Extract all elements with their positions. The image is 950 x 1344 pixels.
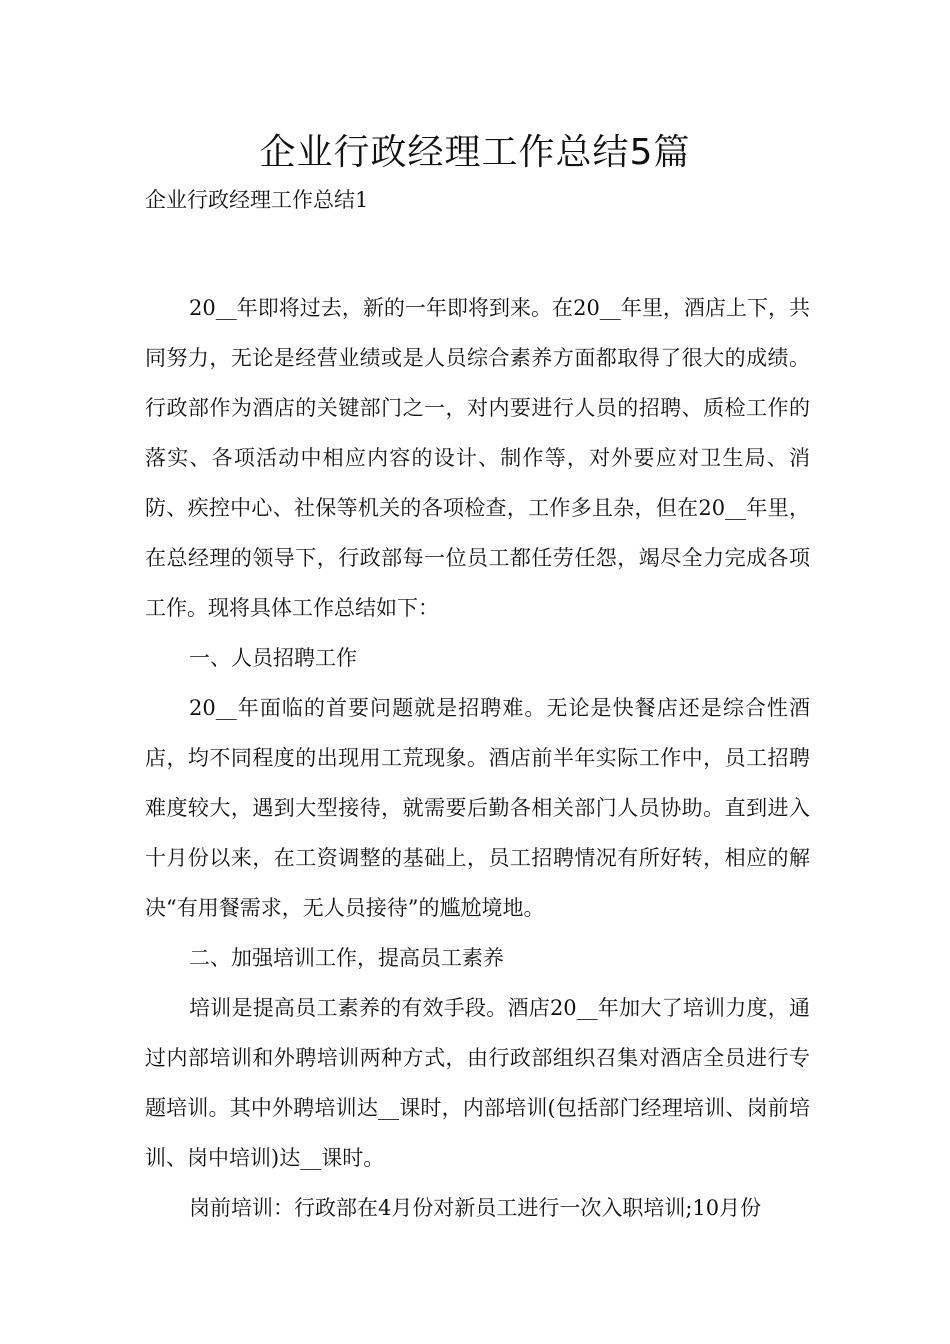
paragraph-pre-job-training: 岗前培训：行政部在4月份对新员工进行一次入职培训;10月份	[189, 1196, 762, 1220]
section-heading-recruitment: 一、人员招聘工作	[189, 646, 357, 670]
document-body	[145, 283, 810, 1233]
paragraph-intro: 20__年即将过去，新的一年即将到来。在20__年里，酒店上下，共同努力，无论是经营业绩或是人员综合素养方面都取得了很大的成绩。行政部作为酒店的关键部门之一，对内要进行人员的招聘、质检工作的落实、各项活动中相应内容的设计、制作等，对外要应对卫生局、消防、疾控中心、社保等机关的各项检查，工作多且杂，但在20__年里，在总经理的领导下，行政部每一位员工都任劳任怨，竭尽全力完成各项工作。现将具体工作总结如下：	[145, 296, 810, 620]
paragraph-training: 培训是提高员工素养的有效手段。酒店20__年加大了培训力度，通过内部培训和外聘培训两种方式，由行政部组织召集对酒店全员进行专题培训。其中外聘培训达__课时，内部培训(包括部门经理培训、岗前培训、岗中培训)达__课时。	[145, 996, 810, 1170]
document-subtitle: 企业行政经理工作总结1	[145, 188, 369, 212]
section-heading-training: 二、加强培训工作，提高员工素养	[189, 946, 504, 970]
paragraph-recruitment: 20__年面临的首要问题就是招聘难。无论是快餐店还是综合性酒店，均不同程度的出现用工荒现象。酒店前半年实际工作中，员工招聘难度较大，遇到大型接待，就需要后勤各相关部门人员协助。直到进入十月份以来，在工资调整的基础上，员工招聘情况有所好转，相应的解决“有用餐需求，无人员接待”的尴尬境地。	[145, 696, 810, 920]
document-title: 企业行政经理工作总结5篇	[259, 132, 691, 173]
